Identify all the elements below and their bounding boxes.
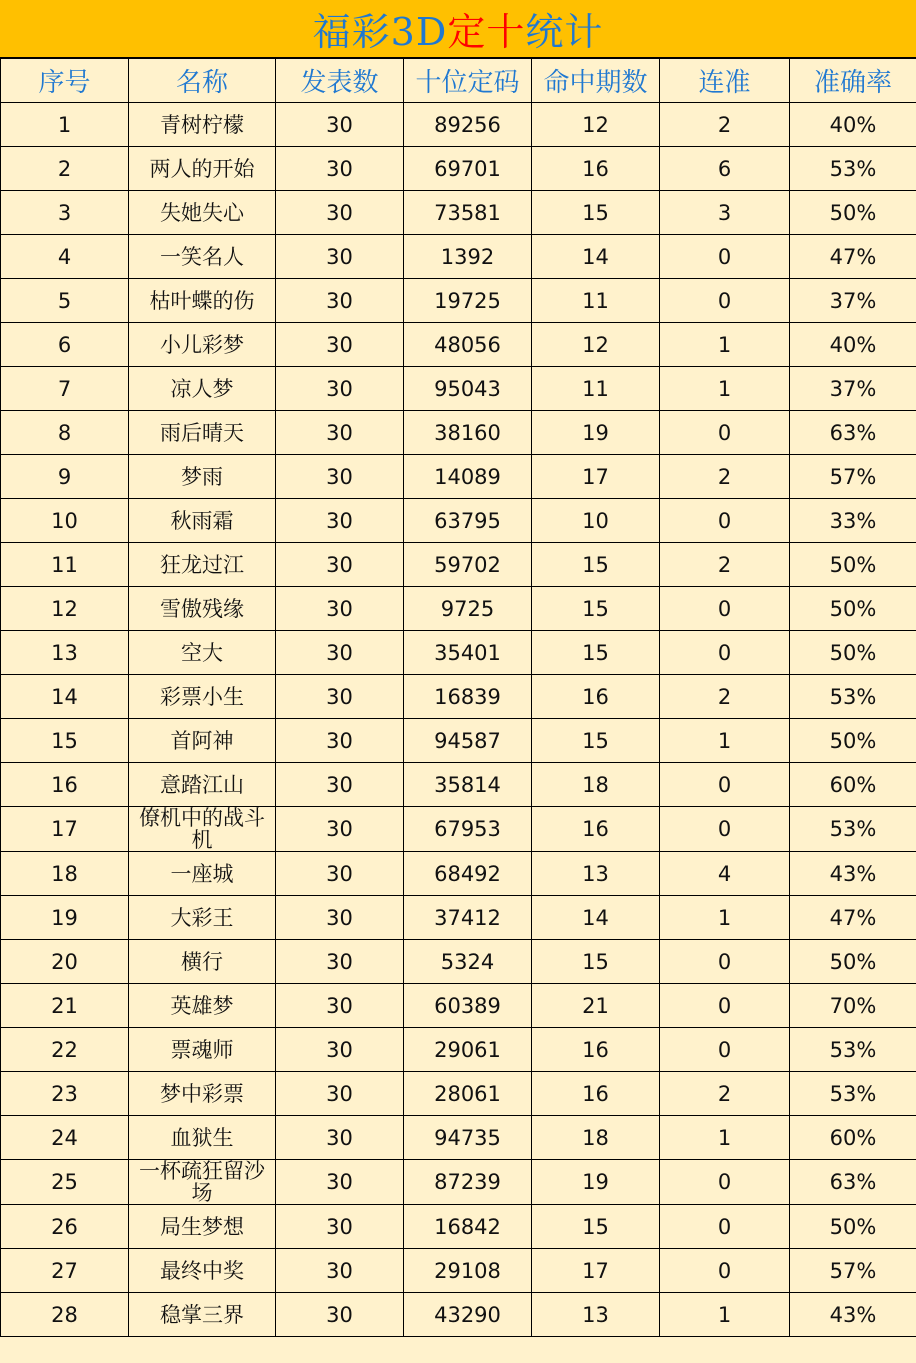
cell-hits: 13 — [532, 852, 660, 896]
cell-posts: 30 — [276, 631, 404, 675]
cell-accuracy: 53% — [790, 675, 916, 719]
table-row — [1, 675, 916, 719]
cell-hits: 13 — [532, 1293, 660, 1337]
cell-accuracy: 50% — [790, 543, 916, 587]
cell-hits: 17 — [532, 1249, 660, 1293]
cell-hits: 21 — [532, 984, 660, 1028]
table-row — [1, 719, 916, 763]
cell-accuracy: 53% — [790, 807, 916, 852]
cell-index: 15 — [1, 719, 129, 763]
table-row — [1, 631, 916, 675]
cell-streak: 1 — [660, 719, 790, 763]
cell-index: 16 — [1, 763, 129, 807]
cell-streak: 0 — [660, 411, 790, 455]
cell-hits: 19 — [532, 1160, 660, 1205]
cell-hits: 15 — [532, 631, 660, 675]
cell-name: 雨后晴天 — [129, 411, 276, 455]
cell-streak: 0 — [660, 279, 790, 323]
cell-streak: 1 — [660, 1116, 790, 1160]
cell-name: 英雄梦 — [129, 984, 276, 1028]
cell-streak: 6 — [660, 147, 790, 191]
cell-tens-code: 37412 — [404, 896, 532, 940]
cell-name: 票魂师 — [129, 1028, 276, 1072]
column-header-hits: 命中期数 — [532, 59, 660, 103]
cell-posts: 30 — [276, 103, 404, 147]
cell-posts: 30 — [276, 807, 404, 852]
cell-streak: 0 — [660, 1160, 790, 1205]
column-header-streak: 连准 — [660, 59, 790, 103]
cell-streak: 0 — [660, 631, 790, 675]
cell-accuracy: 40% — [790, 103, 916, 147]
cell-index: 7 — [1, 367, 129, 411]
cell-name: 凉人梦 — [129, 367, 276, 411]
cell-index: 19 — [1, 896, 129, 940]
cell-index: 22 — [1, 1028, 129, 1072]
cell-posts: 30 — [276, 323, 404, 367]
column-header-posts: 发表数 — [276, 59, 404, 103]
cell-name: 小儿彩梦 — [129, 323, 276, 367]
cell-streak: 2 — [660, 1072, 790, 1116]
table-row — [1, 1028, 916, 1072]
cell-tens-code: 35814 — [404, 763, 532, 807]
cell-streak: 0 — [660, 1205, 790, 1249]
table-row — [1, 807, 916, 852]
cell-index: 23 — [1, 1072, 129, 1116]
cell-hits: 11 — [532, 279, 660, 323]
cell-tens-code: 29108 — [404, 1249, 532, 1293]
cell-tens-code: 48056 — [404, 323, 532, 367]
cell-tens-code: 63795 — [404, 499, 532, 543]
table-row — [1, 940, 916, 984]
cell-index: 10 — [1, 499, 129, 543]
cell-streak: 0 — [660, 984, 790, 1028]
cell-accuracy: 33% — [790, 499, 916, 543]
cell-streak: 0 — [660, 235, 790, 279]
cell-name: 稳掌三界 — [129, 1293, 276, 1337]
cell-index: 1 — [1, 103, 129, 147]
cell-posts: 30 — [276, 499, 404, 543]
cell-posts: 30 — [276, 1116, 404, 1160]
cell-streak: 1 — [660, 896, 790, 940]
cell-hits: 18 — [532, 1116, 660, 1160]
cell-posts: 30 — [276, 1249, 404, 1293]
cell-streak: 0 — [660, 940, 790, 984]
cell-posts: 30 — [276, 896, 404, 940]
cell-streak: 3 — [660, 191, 790, 235]
cell-name: 空大 — [129, 631, 276, 675]
table-row — [1, 411, 916, 455]
cell-streak: 2 — [660, 675, 790, 719]
cell-tens-code: 35401 — [404, 631, 532, 675]
cell-name: 局生梦想 — [129, 1205, 276, 1249]
cell-hits: 10 — [532, 499, 660, 543]
table-row — [1, 896, 916, 940]
cell-streak: 0 — [660, 807, 790, 852]
cell-posts: 30 — [276, 719, 404, 763]
cell-posts: 30 — [276, 940, 404, 984]
cell-index: 8 — [1, 411, 129, 455]
cell-index: 20 — [1, 940, 129, 984]
cell-accuracy: 43% — [790, 1293, 916, 1337]
cell-tens-code: 89256 — [404, 103, 532, 147]
cell-hits: 15 — [532, 1205, 660, 1249]
cell-posts: 30 — [276, 1293, 404, 1337]
cell-hits: 16 — [532, 807, 660, 852]
cell-accuracy: 63% — [790, 411, 916, 455]
column-header-accuracy: 准确率 — [790, 59, 916, 103]
cell-index: 26 — [1, 1205, 129, 1249]
title-part-3: 统计 — [525, 10, 604, 54]
cell-tens-code: 68492 — [404, 852, 532, 896]
cell-name: 两人的开始 — [129, 147, 276, 191]
cell-hits: 12 — [532, 103, 660, 147]
cell-tens-code: 5324 — [404, 940, 532, 984]
cell-posts: 30 — [276, 675, 404, 719]
cell-hits: 19 — [532, 411, 660, 455]
cell-tens-code: 28061 — [404, 1072, 532, 1116]
cell-tens-code: 94587 — [404, 719, 532, 763]
cell-posts: 30 — [276, 147, 404, 191]
cell-index: 12 — [1, 587, 129, 631]
cell-accuracy: 53% — [790, 1028, 916, 1072]
cell-tens-code: 95043 — [404, 367, 532, 411]
table-row — [1, 455, 916, 499]
table-row — [1, 235, 916, 279]
cell-name: 彩票小生 — [129, 675, 276, 719]
cell-tens-code: 1392 — [404, 235, 532, 279]
cell-accuracy: 50% — [790, 587, 916, 631]
cell-hits: 11 — [532, 367, 660, 411]
cell-streak: 1 — [660, 323, 790, 367]
cell-streak: 0 — [660, 587, 790, 631]
cell-index: 9 — [1, 455, 129, 499]
cell-name: 意踏江山 — [129, 763, 276, 807]
cell-index: 13 — [1, 631, 129, 675]
cell-accuracy: 43% — [790, 852, 916, 896]
cell-posts: 30 — [276, 587, 404, 631]
table-row — [1, 279, 916, 323]
cell-accuracy: 57% — [790, 455, 916, 499]
cell-hits: 16 — [532, 675, 660, 719]
column-header-index: 序号 — [1, 59, 129, 103]
cell-name: 枯叶蝶的伤 — [129, 279, 276, 323]
title-part-1: 福彩3D — [312, 10, 448, 54]
title-part-2: 定十 — [447, 10, 526, 54]
cell-index: 17 — [1, 807, 129, 852]
cell-tens-code: 29061 — [404, 1028, 532, 1072]
cell-posts: 30 — [276, 367, 404, 411]
cell-posts: 30 — [276, 984, 404, 1028]
cell-name: 最终中奖 — [129, 1249, 276, 1293]
cell-name: 雪傲残缘 — [129, 587, 276, 631]
cell-tens-code: 14089 — [404, 455, 532, 499]
cell-name: 一笑名人 — [129, 235, 276, 279]
cell-accuracy: 50% — [790, 631, 916, 675]
cell-accuracy: 63% — [790, 1160, 916, 1205]
cell-posts: 30 — [276, 1205, 404, 1249]
cell-name: 一杯疏狂留沙场 — [129, 1160, 276, 1205]
cell-index: 24 — [1, 1116, 129, 1160]
column-header-tens-code: 十位定码 — [404, 59, 532, 103]
cell-accuracy: 47% — [790, 896, 916, 940]
cell-hits: 16 — [532, 1028, 660, 1072]
cell-accuracy: 50% — [790, 1205, 916, 1249]
cell-posts: 30 — [276, 411, 404, 455]
cell-accuracy: 50% — [790, 191, 916, 235]
cell-accuracy: 37% — [790, 367, 916, 411]
cell-tens-code: 67953 — [404, 807, 532, 852]
cell-name: 秋雨霜 — [129, 499, 276, 543]
cell-accuracy: 57% — [790, 1249, 916, 1293]
table-row — [1, 1205, 916, 1249]
table-row — [1, 984, 916, 1028]
cell-posts: 30 — [276, 279, 404, 323]
cell-tens-code: 38160 — [404, 411, 532, 455]
cell-hits: 15 — [532, 543, 660, 587]
cell-index: 25 — [1, 1160, 129, 1205]
table-row — [1, 367, 916, 411]
cell-posts: 30 — [276, 191, 404, 235]
cell-tens-code: 16842 — [404, 1205, 532, 1249]
cell-name: 横行 — [129, 940, 276, 984]
stats-table — [0, 58, 916, 1337]
cell-name: 梦中彩票 — [129, 1072, 276, 1116]
table-row — [1, 323, 916, 367]
cell-tens-code: 73581 — [404, 191, 532, 235]
cell-tens-code: 9725 — [404, 587, 532, 631]
table-row — [1, 763, 916, 807]
cell-name: 梦雨 — [129, 455, 276, 499]
cell-posts: 30 — [276, 455, 404, 499]
cell-tens-code: 60389 — [404, 984, 532, 1028]
table-row — [1, 499, 916, 543]
cell-index: 3 — [1, 191, 129, 235]
table-row — [1, 852, 916, 896]
cell-name: 狂龙过江 — [129, 543, 276, 587]
table-row — [1, 543, 916, 587]
header-row — [1, 59, 916, 103]
cell-posts: 30 — [276, 543, 404, 587]
cell-hits: 15 — [532, 587, 660, 631]
cell-hits: 14 — [532, 235, 660, 279]
cell-name: 一座城 — [129, 852, 276, 896]
cell-accuracy: 50% — [790, 719, 916, 763]
cell-tens-code: 43290 — [404, 1293, 532, 1337]
cell-index: 18 — [1, 852, 129, 896]
sheet-title — [0, 0, 916, 58]
cell-streak: 2 — [660, 103, 790, 147]
cell-accuracy: 50% — [790, 940, 916, 984]
cell-tens-code: 19725 — [404, 279, 532, 323]
cell-posts: 30 — [276, 852, 404, 896]
cell-name: 僚机中的战斗机 — [129, 807, 276, 852]
cell-posts: 30 — [276, 1028, 404, 1072]
cell-index: 21 — [1, 984, 129, 1028]
cell-posts: 30 — [276, 1072, 404, 1116]
cell-index: 4 — [1, 235, 129, 279]
cell-posts: 30 — [276, 763, 404, 807]
cell-tens-code: 59702 — [404, 543, 532, 587]
table-row — [1, 147, 916, 191]
table-row — [1, 103, 916, 147]
cell-streak: 0 — [660, 1249, 790, 1293]
table-row — [1, 1293, 916, 1337]
cell-hits: 16 — [532, 147, 660, 191]
cell-streak: 1 — [660, 367, 790, 411]
cell-streak: 0 — [660, 763, 790, 807]
cell-streak: 2 — [660, 455, 790, 499]
table-row — [1, 1116, 916, 1160]
table-row — [1, 1249, 916, 1293]
cell-name: 失她失心 — [129, 191, 276, 235]
cell-streak: 0 — [660, 1028, 790, 1072]
cell-hits: 14 — [532, 896, 660, 940]
cell-index: 27 — [1, 1249, 129, 1293]
table-row — [1, 1160, 916, 1205]
column-header-name: 名称 — [129, 59, 276, 103]
cell-index: 11 — [1, 543, 129, 587]
cell-accuracy: 60% — [790, 763, 916, 807]
cell-hits: 17 — [532, 455, 660, 499]
cell-streak: 4 — [660, 852, 790, 896]
cell-tens-code: 87239 — [404, 1160, 532, 1205]
table-row — [1, 1072, 916, 1116]
cell-streak: 0 — [660, 499, 790, 543]
cell-tens-code: 69701 — [404, 147, 532, 191]
cell-tens-code: 94735 — [404, 1116, 532, 1160]
cell-hits: 15 — [532, 719, 660, 763]
cell-posts: 30 — [276, 235, 404, 279]
cell-streak: 2 — [660, 543, 790, 587]
cell-accuracy: 37% — [790, 279, 916, 323]
cell-streak: 1 — [660, 1293, 790, 1337]
cell-accuracy: 47% — [790, 235, 916, 279]
cell-accuracy: 40% — [790, 323, 916, 367]
cell-accuracy: 60% — [790, 1116, 916, 1160]
table-body — [1, 103, 916, 1337]
cell-accuracy: 53% — [790, 1072, 916, 1116]
table-row — [1, 587, 916, 631]
cell-hits: 15 — [532, 191, 660, 235]
cell-index: 2 — [1, 147, 129, 191]
cell-name: 青树柠檬 — [129, 103, 276, 147]
cell-name: 血狱生 — [129, 1116, 276, 1160]
cell-index: 6 — [1, 323, 129, 367]
cell-hits: 18 — [532, 763, 660, 807]
cell-hits: 16 — [532, 1072, 660, 1116]
cell-index: 14 — [1, 675, 129, 719]
table-row — [1, 191, 916, 235]
cell-index: 28 — [1, 1293, 129, 1337]
cell-name: 大彩王 — [129, 896, 276, 940]
cell-accuracy: 53% — [790, 147, 916, 191]
cell-hits: 12 — [532, 323, 660, 367]
cell-hits: 15 — [532, 940, 660, 984]
cell-tens-code: 16839 — [404, 675, 532, 719]
cell-name: 首阿神 — [129, 719, 276, 763]
cell-index: 5 — [1, 279, 129, 323]
cell-posts: 30 — [276, 1160, 404, 1205]
cell-accuracy: 70% — [790, 984, 916, 1028]
